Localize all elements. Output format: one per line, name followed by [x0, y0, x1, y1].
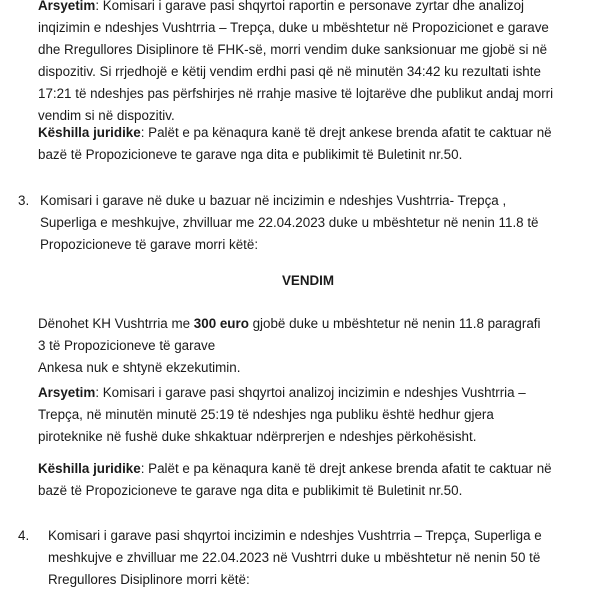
reasoning-label: Arsyetim — [38, 0, 96, 13]
legal-advice-paragraph-1: Këshilla juridike: Palët e pa kënaqura kanë të drejt ankese brenda afatit te caktuar në bazë të Propozicioneve te garave nga dita e publikimit të Buletinit nr.50. — [38, 125, 552, 162]
legal-advice-label: Këshilla juridike — [38, 461, 141, 476]
decision-paragraph: Dënohet KH Vushtrria me 300 euro gjobë duke u mbështetur në nenin 11.8 paragrafi 3 të Propozicioneve të garave Ankesa nuk e shtynë ekzekutimin. — [38, 316, 541, 375]
fine-amount: 300 euro — [193, 316, 249, 331]
decision-heading: VENDIM — [281, 273, 335, 288]
list-item-text: Komisari i garave në duke u bazuar në incizimin e ndeshjes Vushtrria- Trepça , Superliga e meshkujve, zhvilluar me 22.04.2023 duke u mbështetur në nenin 11.8 të Propozicioneve të garave morri këtë: — [40, 193, 539, 252]
legal-advice-paragraph-2: Këshilla juridike: Palët e pa kënaqura kanë të drejt ankese brenda afatit te caktuar në bazë të Propozicioneve te garave nga dita e publikimit të Buletinit nr.50. — [38, 461, 552, 498]
reasoning-paragraph-1: Arsyetim: Komisari i garave pasi shqyrtoi raportin e personave zyrtar dhe analizoj inqizimin e ndeshjes Vushtrria – Trepça, duke u mbështetur në Propozicionet e garave dhe Rregullores Disiplinore të FHK-së, morri vendim duke sanksionuar me gjobë si në dispozitiv. Si rrjedhojë e këtij vendim erdhi pasi që në minutën 34:42 ku rezultati ishte 17:21 të ndeshjes pas përfshirjes në rrahje masive të lojtarëve dhe publikut andaj morri vendim si në dispozitiv. — [38, 0, 554, 123]
reasoning-paragraph-2: Arsyetim: Komisari i garave pasi shqyrtoi analizoj incizimin e ndeshjes Vushtrria – Trepça, në minutën minutë 25:19 të ndeshjes nga publiku është hedhur gjera piroteknike në fushë duke shkaktuar ndërprerjen e ndeshjes përkohësisht. — [38, 385, 526, 444]
list-number: 3. — [18, 193, 30, 208]
legal-advice-label: Këshilla juridike — [38, 125, 141, 140]
list-number: 4. — [18, 528, 30, 543]
list-item-text: Komisari i garave pasi shqyrtoi incizimin e ndeshjes Vushtrria – Trepça, Superliga e meshkujve e zhvilluar me 22.04.2023 në Vushtrri duke u mbështetur në nenin 50 të Rregullores Disiplinore morri këtë: — [48, 528, 542, 587]
reasoning-label: Arsyetim — [38, 385, 96, 400]
